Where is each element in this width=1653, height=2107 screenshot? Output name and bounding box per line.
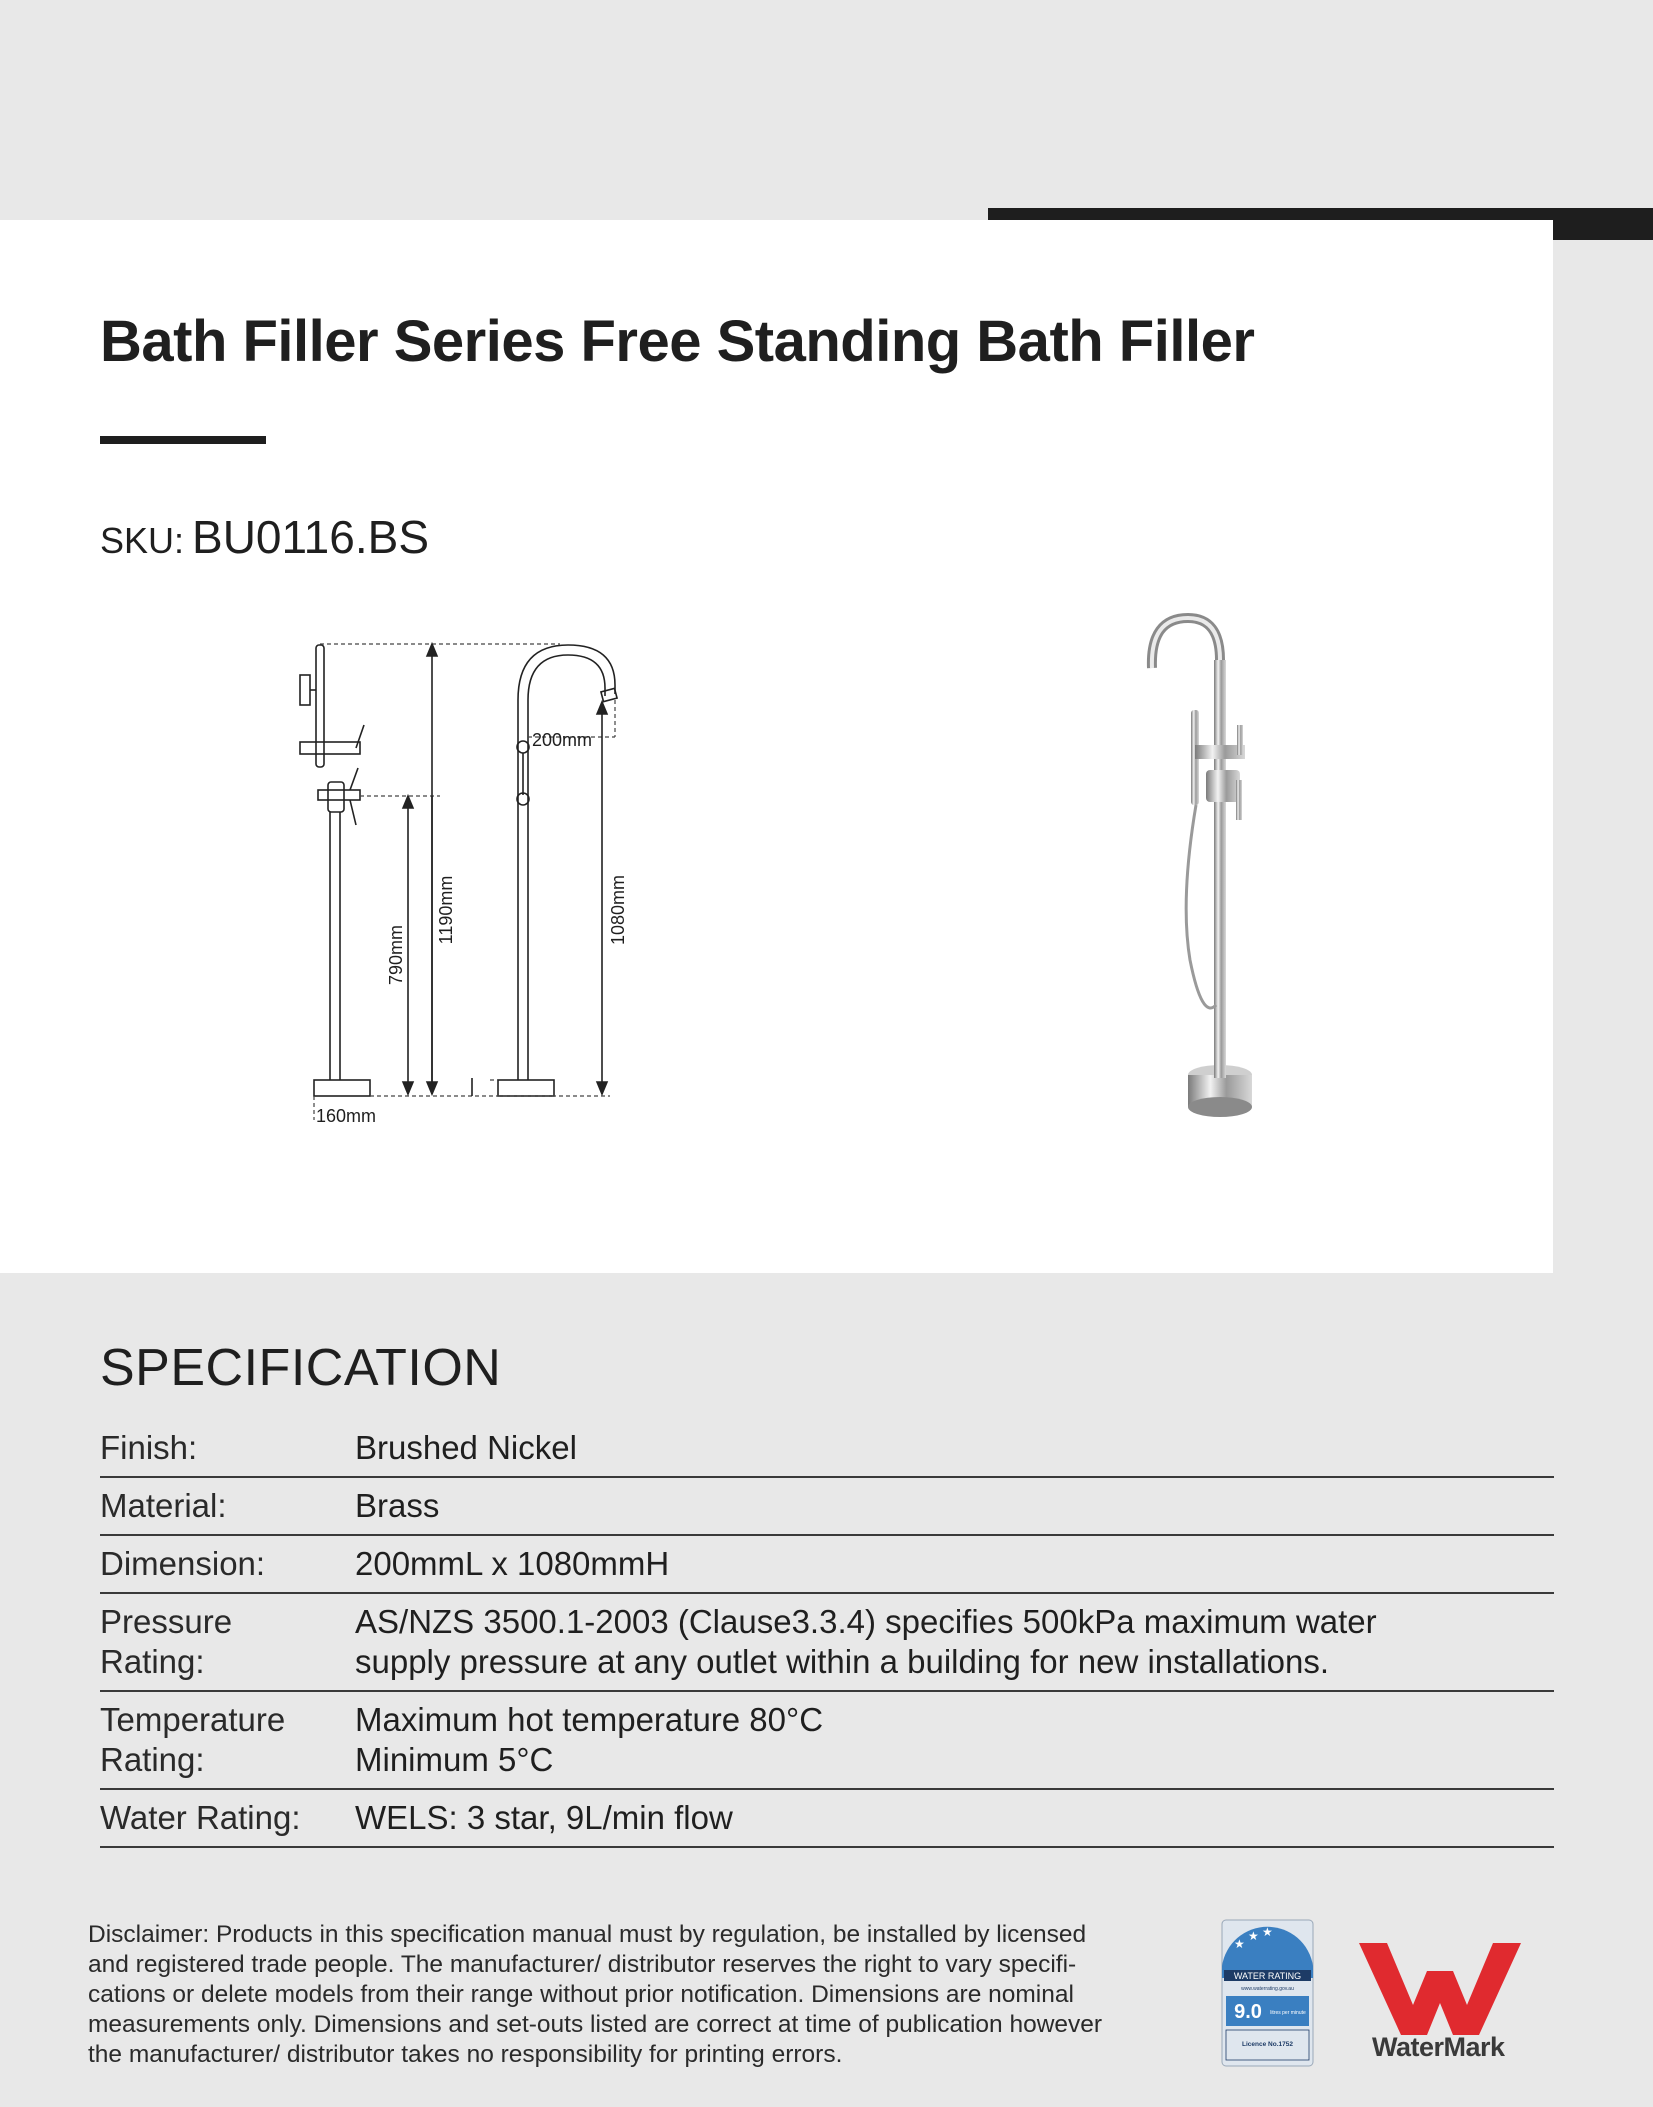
wels-label: WATER RATING	[1233, 1971, 1302, 1981]
wels-rating-logo	[1220, 1918, 1315, 2068]
product-image	[1110, 600, 1310, 1130]
page-title: Bath Filler Series Free Standing Bath Filler	[100, 309, 1255, 374]
title-underline	[100, 436, 266, 444]
specification-title: SPECIFICATION	[100, 1339, 502, 1397]
disclaimer-line: the manufacturer/ distributor takes no responsibility for printing errors.	[88, 2041, 843, 2068]
spec-value: WELS: 3 star, 9L/min flow	[355, 1799, 733, 1836]
dim-total-height: 1190mm	[436, 875, 456, 945]
spec-label-line: Rating:	[100, 1643, 205, 1680]
specification-table	[100, 1420, 1554, 1848]
spec-label	[100, 1602, 355, 1682]
spec-value-line: Maximum hot temperature 80°C	[355, 1701, 824, 1738]
svg-text:★: ★	[1234, 1937, 1245, 1951]
spec-label-line: Rating:	[100, 1741, 205, 1778]
spec-label: Finish:	[100, 1429, 198, 1466]
product-panel	[0, 220, 1553, 1273]
spec-value	[355, 1602, 1377, 1682]
disclaimer-line: and registered trade people. The manufacturer/ distributor reserves the right to vary specifi-	[88, 1951, 1077, 1978]
disclaimer-line: cations or delete models from their range without prior notification. Dimensions are nominal	[88, 1981, 1074, 2008]
watermark-label: WaterMark	[1372, 2032, 1505, 2062]
wels-url: www.waterrating.gov.au	[1241, 1986, 1294, 1992]
spec-value-line: AS/NZS 3500.1-2003 (Clause3.3.4) specifies 500kPa maximum water	[355, 1603, 1377, 1640]
spec-row-water-rating	[100, 1790, 1554, 1848]
spec-value-line: Minimum 5°C	[355, 1741, 554, 1778]
spec-value: Brass	[355, 1487, 440, 1524]
spec-value: Brushed Nickel	[355, 1429, 577, 1466]
sku-value: BU0116.BS	[192, 511, 429, 563]
dim-base: 160mm	[316, 1106, 377, 1126]
spec-row-finish	[100, 1420, 1554, 1478]
spec-label-line: Pressure	[100, 1603, 233, 1640]
sku-line	[100, 510, 429, 564]
spec-label: Material:	[100, 1487, 227, 1524]
spec-row-dimension	[100, 1536, 1554, 1594]
svg-text:★: ★	[1262, 1925, 1273, 1939]
technical-drawing	[280, 620, 650, 1140]
spec-row-material	[100, 1478, 1554, 1536]
wels-unit: litres per minute	[1270, 2010, 1306, 2016]
spec-value	[355, 1700, 823, 1780]
spec-value: 200mmL x 1080mmH	[355, 1545, 670, 1582]
top-band	[0, 0, 1653, 220]
svg-text:★: ★	[1248, 1929, 1259, 1943]
wels-licence: Licence No.1752	[1242, 2041, 1293, 2048]
disclaimer-line: measurements only. Dimensions and set-outs listed are correct at time of publication however	[88, 2011, 1103, 2038]
dim-spout: 200mm	[532, 730, 593, 750]
spec-row-temperature	[100, 1692, 1554, 1790]
dim-mixer-height: 790mm	[386, 924, 406, 986]
wels-value: 9.0	[1234, 2001, 1262, 2023]
spec-row-pressure	[100, 1594, 1554, 1692]
spec-label-line: Temperature	[100, 1701, 286, 1738]
disclaimer-line: Disclaimer: Products in this specification manual must by regulation, be installed by licensed	[88, 1921, 1087, 1948]
spec-label: Dimension:	[100, 1545, 266, 1582]
spec-label: Water Rating:	[100, 1799, 301, 1836]
spec-value-line: supply pressure at any outlet within a building for new installations.	[355, 1643, 1330, 1680]
disclaimer	[88, 1920, 1178, 2070]
sku-label: SKU:	[100, 520, 185, 561]
spec-label	[100, 1700, 355, 1780]
dim-spout-height: 1080mm	[608, 874, 628, 946]
